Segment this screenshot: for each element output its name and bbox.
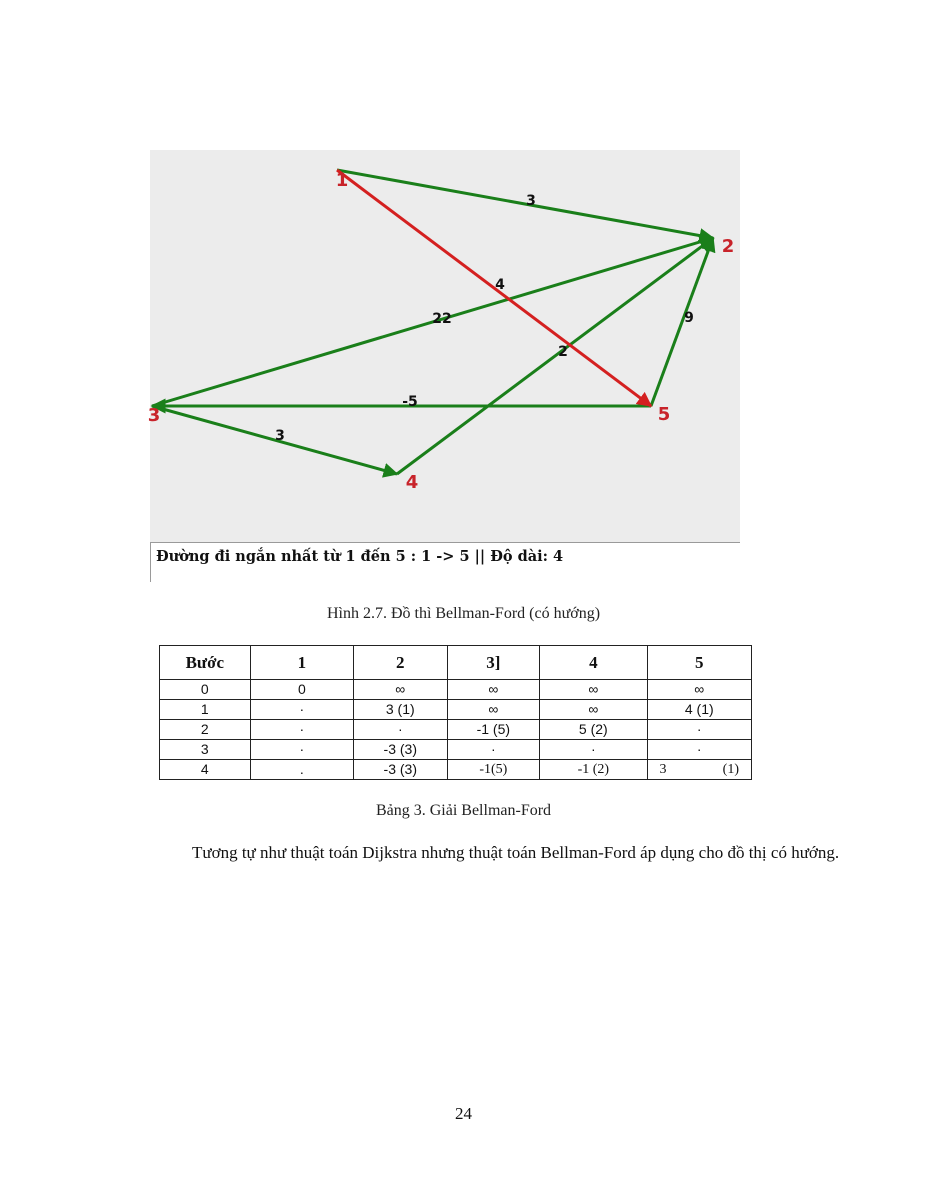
- table-cell: -1(5): [447, 760, 540, 780]
- table-cell: ∞: [540, 680, 647, 700]
- edge-weight-1-2: 3: [526, 193, 536, 209]
- edge-1-2: [337, 170, 713, 238]
- node-label-5: 5: [657, 404, 671, 425]
- table-cell: ·: [647, 740, 751, 760]
- node-label-4: 4: [405, 472, 419, 493]
- edge-weight-3-4: 3: [275, 428, 285, 444]
- table-cell: 1: [160, 700, 251, 720]
- table-cell: ∞: [447, 700, 540, 720]
- table-cell: ∞: [540, 700, 647, 720]
- table-cell: ·: [250, 740, 353, 760]
- table-cell: ∞: [354, 680, 448, 700]
- graph-canvas: [147, 150, 740, 542]
- edge-5-2: [651, 238, 713, 406]
- edge-weight-5-3: -5: [402, 394, 418, 410]
- table-cell: -1 (2): [540, 760, 647, 780]
- bellman-ford-figure: [147, 150, 740, 582]
- table-cell: ·: [447, 740, 540, 760]
- table-cell: .: [250, 760, 353, 780]
- table-cell: 0: [160, 680, 251, 700]
- edge-1-5: [337, 170, 651, 406]
- page-number: 24: [455, 1104, 472, 1123]
- table-cell: ∞: [647, 680, 751, 700]
- table-header-row: [160, 646, 752, 680]
- table-cell: 5 (2): [540, 720, 647, 740]
- cell-predecessor: (1): [722, 762, 739, 777]
- header-node-4: 4: [540, 646, 647, 680]
- table-row: [160, 740, 752, 760]
- table-cell: ·: [540, 740, 647, 760]
- edge-weight-3-2: 22: [432, 311, 452, 327]
- table-row: [160, 720, 752, 740]
- table-cell: ·: [250, 720, 353, 740]
- bellman-ford-table: [159, 645, 752, 780]
- header-node-2: 2: [354, 646, 448, 680]
- table-cell: [647, 760, 751, 780]
- table-cell: -1 (5): [447, 720, 540, 740]
- table-cell: 2: [160, 720, 251, 740]
- body-paragraph: Tương tự như thuật toán Dijkstra nhưng thuật toán Bellman-Ford áp dụng cho đồ thị có hướng.: [192, 843, 840, 862]
- node-label-1: 1: [335, 170, 349, 191]
- table-cell: 3: [160, 740, 251, 760]
- table-cell: ∞: [447, 680, 540, 700]
- table-cell: ·: [250, 700, 353, 720]
- header-step: Bước: [160, 646, 251, 680]
- table-row: [160, 700, 752, 720]
- header-node-5: 5: [647, 646, 751, 680]
- figure-caption: Hình 2.7. Đồ thì Bellman-Ford (có hướng): [326, 605, 601, 622]
- table-cell: -3 (3): [354, 740, 448, 760]
- edge-weight-4-2: 2: [558, 344, 568, 360]
- header-node-1: 1: [250, 646, 353, 680]
- table-cell: 4 (1): [647, 700, 751, 720]
- node-label-2: 2: [721, 236, 735, 257]
- table-row: [160, 680, 752, 700]
- edge-weight-5-2: 9: [684, 310, 694, 326]
- cell-value: 3: [659, 762, 667, 777]
- table-cell: -3 (3): [354, 760, 448, 780]
- table-cell: ·: [354, 720, 448, 740]
- table-caption: Bảng 3. Giải Bellman-Ford: [375, 802, 552, 819]
- table-cell: ·: [647, 720, 751, 740]
- table-row: [160, 760, 752, 780]
- table-cell: 3 (1): [354, 700, 448, 720]
- graph-svg: [147, 150, 740, 542]
- table-cell: 0: [250, 680, 353, 700]
- edge-4-2: [397, 238, 713, 474]
- header-node-3: 3]: [447, 646, 540, 680]
- node-label-3: 3: [147, 405, 161, 426]
- table-cell: 4: [160, 760, 251, 780]
- edge-weight-1-5: 4: [495, 277, 505, 293]
- shortest-path-status: Đường đi ngắn nhất từ 1 đến 5 : 1 -> 5 || Độ dài: 4: [150, 542, 740, 582]
